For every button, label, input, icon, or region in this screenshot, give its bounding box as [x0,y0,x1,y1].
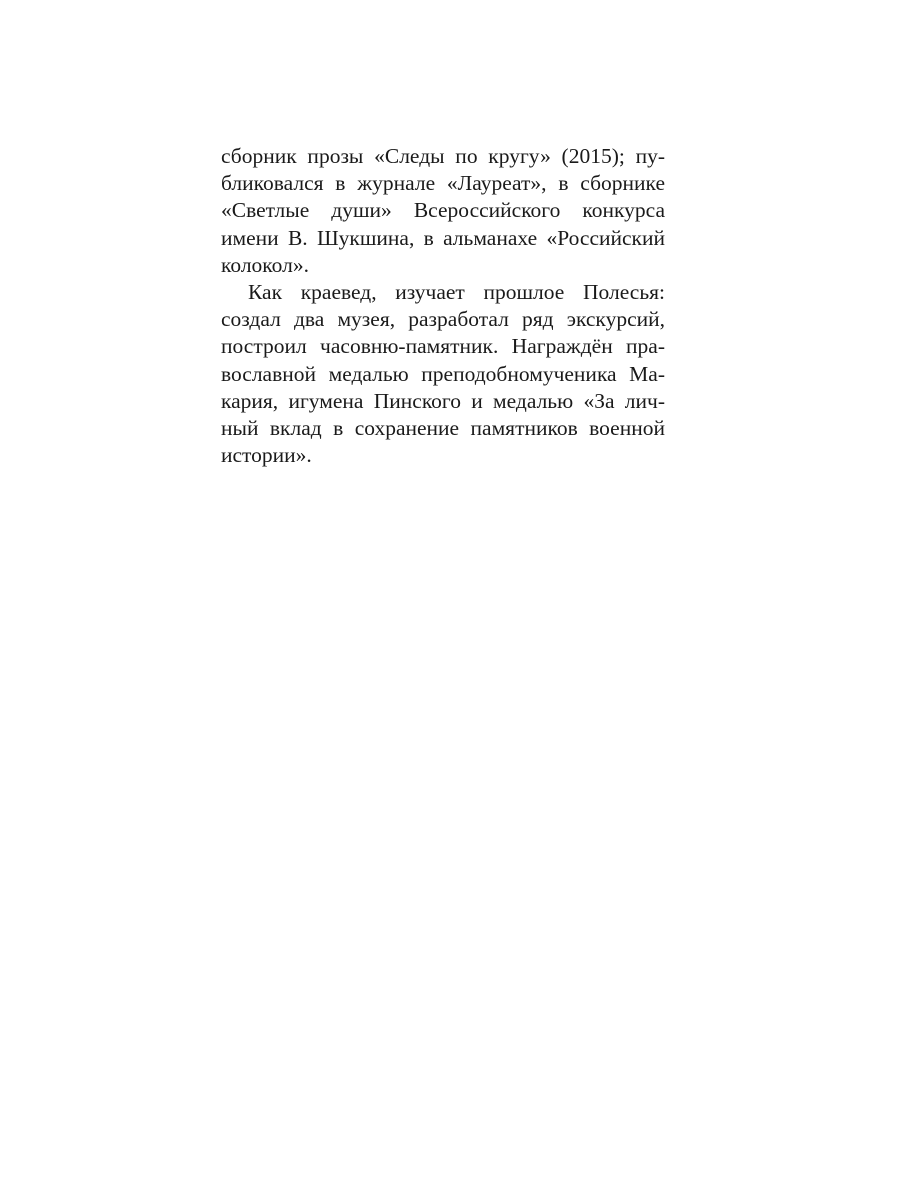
text-line: сборник прозы «Следы по кругу» (2015); пу- [221,144,665,168]
paragraph-1 [221,143,665,279]
text-line: ный вклад в сохранение памятников военной [221,415,665,440]
paragraph-2 [221,279,665,469]
text-line: кария, игумена Пинского и медалью «За лич- [221,388,665,413]
body-text [221,143,665,469]
text-line: «Светлые души» Всероссийского конкурса [221,198,665,223]
text-line: вославной медалью преподобномученика Ма- [221,361,665,386]
text-line: истории». [221,443,312,468]
text-line: колокол». [221,252,309,277]
text-line: создал два музея, разработал ряд экскурсий, [221,307,665,332]
text-line: построил часовню-памятник. Награждён пра- [221,334,665,359]
text-line: Как краевед, изучает прошлое Полесья: [248,279,665,304]
text-line: бликовался в журнале «Лауреат», в сборнике [221,171,665,196]
text-line: имени В. Шукшина, в альманахе «Российский [221,225,665,250]
